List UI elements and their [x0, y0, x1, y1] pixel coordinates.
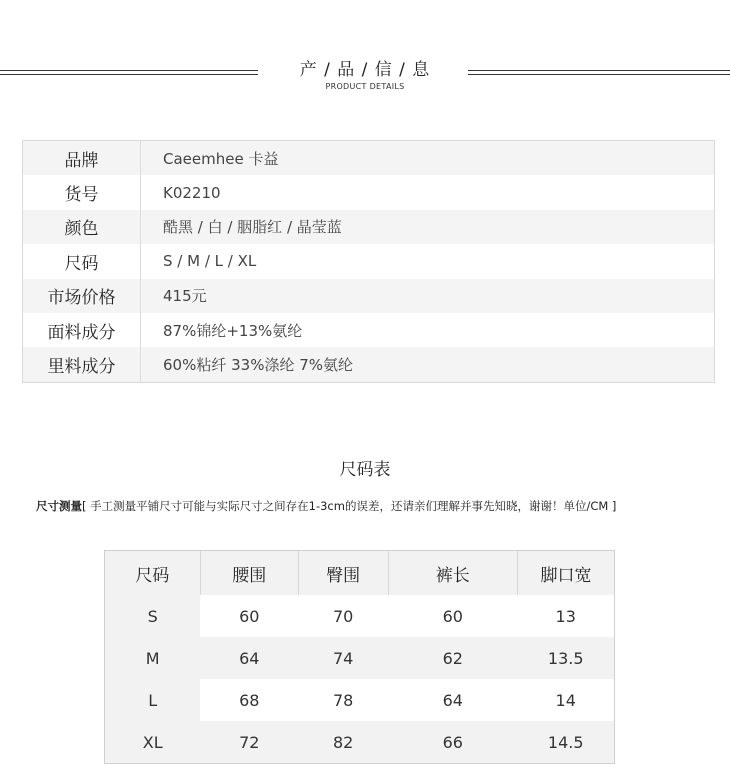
info-row	[23, 347, 714, 381]
column-header: 裤长	[388, 551, 517, 596]
waist-cell: 64	[200, 637, 298, 679]
info-label: 品牌	[23, 141, 141, 175]
size-chart-title: 尺码表	[339, 460, 391, 480]
table-row	[105, 721, 615, 764]
info-label: 颜色	[23, 210, 141, 244]
column-header: 脚口宽	[517, 551, 614, 596]
hip-cell: 74	[298, 637, 388, 679]
product-info-table	[22, 140, 715, 383]
size-cell: XL	[105, 721, 201, 764]
length-cell: 64	[442, 690, 463, 710]
info-value: S / M / L / XL	[163, 252, 257, 271]
hip-cell: 78	[332, 690, 354, 710]
waist-cell: 72	[200, 721, 298, 764]
column-header: 腰围	[200, 551, 298, 596]
measurement-note	[36, 498, 616, 514]
info-label: 尺码	[23, 244, 141, 278]
size-chart-table	[104, 550, 615, 764]
info-row	[23, 141, 714, 175]
info-label: 货号	[23, 175, 141, 209]
info-label: 面料成分	[23, 313, 141, 347]
column-header: 臀围	[298, 551, 388, 596]
hem-cell: 13	[555, 606, 576, 626]
size-cell: M	[105, 637, 201, 679]
length-cell: 66	[388, 721, 517, 764]
info-value: Caeemhee 卡益	[163, 149, 279, 168]
table-row	[105, 595, 615, 637]
measurement-note-text: [ 手工测量平铺尺寸可能与实际尺寸之间存在1-3cm的误差，还请亲们理解并事先知晓，谢谢！单位/CM ]	[82, 499, 617, 513]
size-chart-header-row	[105, 551, 615, 596]
waist-cell: 60	[239, 606, 260, 626]
table-row	[105, 679, 615, 721]
info-row	[23, 210, 714, 244]
hem-cell: 14	[555, 690, 576, 710]
info-value: 60%粘纤 33%涤纶 7%氨纶	[163, 356, 354, 375]
info-value: 酷黑 / 白 / 胭脂红 / 晶莹蓝	[163, 218, 342, 237]
hip-cell: 82	[298, 721, 388, 764]
hem-cell: 13.5	[517, 637, 614, 679]
table-row	[105, 637, 615, 679]
column-header: 尺码	[105, 551, 201, 596]
info-value: K02210	[163, 183, 221, 202]
info-value: 87%锦纶+13%氨纶	[163, 321, 303, 340]
size-cell: S	[105, 595, 201, 637]
length-cell: 60	[442, 606, 463, 626]
section-title: 产 / 品 / 信 / 息	[299, 60, 431, 80]
length-cell: 62	[388, 637, 517, 679]
info-row	[23, 279, 714, 313]
hem-cell: 14.5	[517, 721, 614, 764]
info-label: 市场价格	[23, 279, 141, 313]
size-cell: L	[105, 679, 201, 721]
info-value: 415元	[163, 287, 207, 306]
hip-cell: 70	[332, 606, 354, 626]
info-row	[23, 175, 714, 209]
info-label: 里料成分	[23, 347, 141, 381]
measurement-note-label: 尺寸测量	[36, 499, 82, 513]
info-row	[23, 244, 714, 278]
info-row	[23, 313, 714, 347]
section-subtitle: PRODUCT DETAILS	[325, 82, 405, 91]
waist-cell: 68	[239, 690, 260, 710]
